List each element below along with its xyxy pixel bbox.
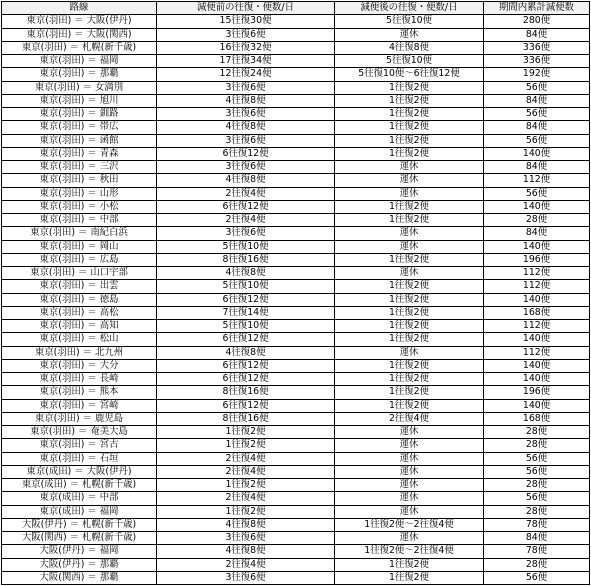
cell-route: 東京(羽田) ＝ 釧路 — [2, 108, 157, 121]
cell-after: 2往復4便 — [335, 412, 484, 425]
cell-route: 東京(羽田) ＝ 秋田 — [2, 174, 157, 187]
cell-after: 運休 — [335, 492, 484, 505]
cell-after: 1往復2便 — [335, 558, 484, 571]
cell-route: 東京(羽田) ＝ 徳島 — [2, 293, 157, 306]
cell-route: 東京(成田) ＝ 大阪(伊丹) — [2, 465, 157, 478]
cell-total: 336便 — [484, 55, 590, 68]
cell-after: 運休 — [335, 426, 484, 439]
cell-before: 3往復6便 — [157, 571, 335, 584]
cell-after: 1往復2便 — [335, 253, 484, 266]
cell-after: 1往復2便 — [335, 214, 484, 227]
table-row — [2, 532, 590, 545]
cell-before: 4往復8便 — [157, 267, 335, 280]
cell-before: 4往復8便 — [157, 545, 335, 558]
cell-before: 6往復12便 — [157, 399, 335, 412]
cell-route: 東京(羽田) ＝ 山形 — [2, 187, 157, 200]
header-route: 路線 — [2, 2, 157, 15]
cell-route: 東京(羽田) ＝ 鹿児島 — [2, 412, 157, 425]
table-row — [2, 214, 590, 227]
cell-route: 東京(成田) ＝ 中部 — [2, 492, 157, 505]
cell-after: 1往復2便～2往復4便 — [335, 518, 484, 531]
table-row — [2, 15, 590, 28]
cell-route: 東京(羽田) ＝ 南紀白浜 — [2, 227, 157, 240]
table-row — [2, 346, 590, 359]
cell-route: 東京(羽田) ＝ 小松 — [2, 200, 157, 213]
table-row — [2, 187, 590, 200]
table-row — [2, 293, 590, 306]
cell-before: 1往復2便 — [157, 479, 335, 492]
cell-route: 東京(羽田) ＝ 宮崎 — [2, 399, 157, 412]
cell-before: 6往復12便 — [157, 200, 335, 213]
cell-before: 3往復6便 — [157, 108, 335, 121]
cell-route: 東京(羽田) ＝ 福岡 — [2, 55, 157, 68]
cell-after: 運休 — [335, 439, 484, 452]
cell-before: 2往復4便 — [157, 558, 335, 571]
cell-after: 運休 — [335, 28, 484, 41]
cell-total: 84便 — [484, 121, 590, 134]
header-total: 期間内累計減便数 — [484, 2, 590, 15]
cell-total: 280便 — [484, 15, 590, 28]
cell-after: 1往復2便 — [335, 320, 484, 333]
cell-after: 5往復10便～6往復12便 — [335, 68, 484, 81]
cell-after: 運休 — [335, 452, 484, 465]
cell-after: 運休 — [335, 465, 484, 478]
cell-route: 東京(羽田) ＝ 大阪(伊丹) — [2, 15, 157, 28]
table-row — [2, 200, 590, 213]
cell-total: 112便 — [484, 280, 590, 293]
cell-total: 112便 — [484, 320, 590, 333]
cell-total: 84便 — [484, 532, 590, 545]
table-row — [2, 452, 590, 465]
cell-after: 1往復2便 — [335, 280, 484, 293]
cell-before: 3往復6便 — [157, 81, 335, 94]
cell-route: 大阪(伊丹) ＝ 福岡 — [2, 545, 157, 558]
table-row — [2, 412, 590, 425]
table-row — [2, 306, 590, 319]
cell-total: 84便 — [484, 94, 590, 107]
cell-before: 16往復32便 — [157, 41, 335, 54]
cell-route: 東京(羽田) ＝ 長崎 — [2, 373, 157, 386]
cell-before: 4往復8便 — [157, 174, 335, 187]
cell-after: 1往復2便 — [335, 373, 484, 386]
cell-before: 6往復12便 — [157, 333, 335, 346]
table-row — [2, 134, 590, 147]
table-row — [2, 386, 590, 399]
cell-before: 17往復34便 — [157, 55, 335, 68]
cell-before: 4往復8便 — [157, 346, 335, 359]
cell-route: 東京(羽田) ＝ 青森 — [2, 147, 157, 160]
cell-before: 2往復4便 — [157, 492, 335, 505]
cell-total: 56便 — [484, 81, 590, 94]
table-row — [2, 333, 590, 346]
cell-route: 東京(羽田) ＝ 旭川 — [2, 94, 157, 107]
cell-after: 運休 — [335, 161, 484, 174]
cell-after: 運休 — [335, 346, 484, 359]
cell-after: 4往復8便 — [335, 41, 484, 54]
cell-before: 5往復10便 — [157, 240, 335, 253]
cell-total: 78便 — [484, 545, 590, 558]
cell-before: 3往復6便 — [157, 161, 335, 174]
cell-before: 2往復4便 — [157, 187, 335, 200]
table-row — [2, 147, 590, 160]
table-row — [2, 280, 590, 293]
cell-after: 1往復2便 — [335, 200, 484, 213]
cell-after: 1往復2便 — [335, 81, 484, 94]
cell-route: 東京(羽田) ＝ 出雲 — [2, 280, 157, 293]
table-row — [2, 240, 590, 253]
table-row — [2, 68, 590, 81]
cell-route: 東京(羽田) ＝ 函館 — [2, 134, 157, 147]
cell-after: 運休 — [335, 240, 484, 253]
cell-after: 1往復2便 — [335, 306, 484, 319]
cell-total: 56便 — [484, 134, 590, 147]
cell-after: 1往復2便 — [335, 293, 484, 306]
cell-total: 56便 — [484, 492, 590, 505]
table-row — [2, 492, 590, 505]
cell-before: 1往復2便 — [157, 505, 335, 518]
cell-after: 運休 — [335, 187, 484, 200]
cell-total: 56便 — [484, 465, 590, 478]
table-row — [2, 518, 590, 531]
cell-after: 1往復2便 — [335, 571, 484, 584]
cell-route: 大阪(伊丹) ＝ 那覇 — [2, 558, 157, 571]
cell-route: 大阪(伊丹) ＝ 札幌(新千歳) — [2, 518, 157, 531]
cell-total: 168便 — [484, 306, 590, 319]
cell-after: 運休 — [335, 227, 484, 240]
cell-after: 運休 — [335, 532, 484, 545]
cell-total: 140便 — [484, 293, 590, 306]
cell-route: 東京(羽田) ＝ 中部 — [2, 214, 157, 227]
cell-route: 東京(羽田) ＝ 広島 — [2, 253, 157, 266]
cell-total: 192便 — [484, 68, 590, 81]
cell-after: 1往復2便 — [335, 108, 484, 121]
cell-route: 東京(羽田) ＝ 奄美大島 — [2, 426, 157, 439]
cell-route: 東京(成田) ＝ 札幌(新千歳) — [2, 479, 157, 492]
table-row — [2, 121, 590, 134]
cell-route: 東京(羽田) ＝ 宮古 — [2, 439, 157, 452]
cell-after: 1往復2便 — [335, 147, 484, 160]
table-row — [2, 399, 590, 412]
table-row — [2, 28, 590, 41]
cell-route: 東京(羽田) ＝ 大分 — [2, 359, 157, 372]
cell-total: 140便 — [484, 240, 590, 253]
cell-total: 56便 — [484, 452, 590, 465]
cell-total: 28便 — [484, 439, 590, 452]
flight-reduction-table-container — [1, 1, 590, 585]
cell-after: 1往復2便～2往復4便 — [335, 545, 484, 558]
cell-total: 56便 — [484, 571, 590, 584]
cell-total: 168便 — [484, 412, 590, 425]
cell-before: 7往復14便 — [157, 306, 335, 319]
cell-after: 1往復2便 — [335, 399, 484, 412]
cell-route: 東京(羽田) ＝ 女満別 — [2, 81, 157, 94]
cell-total: 196便 — [484, 253, 590, 266]
table-row — [2, 253, 590, 266]
table-row — [2, 359, 590, 372]
cell-total: 78便 — [484, 518, 590, 531]
cell-before: 2往復4便 — [157, 452, 335, 465]
table-row — [2, 426, 590, 439]
cell-total: 84便 — [484, 161, 590, 174]
cell-after: 運休 — [335, 505, 484, 518]
header-after: 減便後の往復・便数/日 — [335, 2, 484, 15]
cell-before: 8往復16便 — [157, 386, 335, 399]
cell-before: 4往復8便 — [157, 94, 335, 107]
cell-total: 140便 — [484, 333, 590, 346]
cell-after: 5往復10便 — [335, 15, 484, 28]
cell-before: 2往復4便 — [157, 465, 335, 478]
cell-total: 112便 — [484, 174, 590, 187]
cell-route: 東京(羽田) ＝ 帯広 — [2, 121, 157, 134]
cell-before: 1往復2便 — [157, 426, 335, 439]
table-row — [2, 55, 590, 68]
cell-total: 84便 — [484, 227, 590, 240]
cell-before: 6往復12便 — [157, 147, 335, 160]
cell-total: 196便 — [484, 386, 590, 399]
cell-before: 4往復8便 — [157, 518, 335, 531]
cell-total: 84便 — [484, 28, 590, 41]
table-row — [2, 81, 590, 94]
cell-before: 3往復6便 — [157, 134, 335, 147]
table-row — [2, 108, 590, 121]
cell-total: 28便 — [484, 558, 590, 571]
cell-total: 140便 — [484, 359, 590, 372]
cell-before: 3往復6便 — [157, 227, 335, 240]
cell-before: 6往復12便 — [157, 373, 335, 386]
cell-route: 大阪(関西) ＝ 那覇 — [2, 571, 157, 584]
cell-route: 東京(羽田) ＝ 北九州 — [2, 346, 157, 359]
cell-total: 112便 — [484, 346, 590, 359]
cell-before: 5往復10便 — [157, 280, 335, 293]
cell-total: 112便 — [484, 267, 590, 280]
cell-before: 4往復8便 — [157, 121, 335, 134]
cell-before: 8往復16便 — [157, 253, 335, 266]
cell-route: 東京(羽田) ＝ 石垣 — [2, 452, 157, 465]
cell-total: 28便 — [484, 505, 590, 518]
cell-route: 東京(羽田) ＝ 高松 — [2, 306, 157, 319]
cell-route: 東京(羽田) ＝ 松山 — [2, 333, 157, 346]
cell-total: 140便 — [484, 399, 590, 412]
table-row — [2, 94, 590, 107]
cell-route: 東京(羽田) ＝ 熊本 — [2, 386, 157, 399]
cell-after: 運休 — [335, 267, 484, 280]
cell-total: 336便 — [484, 41, 590, 54]
cell-route: 東京(羽田) ＝ 山口宇部 — [2, 267, 157, 280]
cell-route: 東京(羽田) ＝ 大阪(関西) — [2, 28, 157, 41]
cell-route: 東京(成田) ＝ 福岡 — [2, 505, 157, 518]
table-row — [2, 558, 590, 571]
cell-after: 5往復10便 — [335, 55, 484, 68]
cell-total: 56便 — [484, 187, 590, 200]
cell-route: 東京(羽田) ＝ 高知 — [2, 320, 157, 333]
cell-before: 5往復10便 — [157, 320, 335, 333]
table-row — [2, 161, 590, 174]
table-row — [2, 41, 590, 54]
cell-before: 3往復6便 — [157, 28, 335, 41]
cell-route: 東京(羽田) ＝ 岡山 — [2, 240, 157, 253]
cell-before: 3往復6便 — [157, 532, 335, 545]
cell-total: 140便 — [484, 373, 590, 386]
table-body — [2, 15, 590, 585]
cell-route: 東京(羽田) ＝ 三沢 — [2, 161, 157, 174]
table-row — [2, 227, 590, 240]
table-row — [2, 439, 590, 452]
cell-before: 8往復16便 — [157, 412, 335, 425]
table-header-row — [2, 2, 590, 15]
cell-total: 140便 — [484, 147, 590, 160]
cell-before: 2往復4便 — [157, 214, 335, 227]
cell-after: 1往復2便 — [335, 134, 484, 147]
cell-after: 1往復2便 — [335, 94, 484, 107]
table-row — [2, 174, 590, 187]
cell-after: 運休 — [335, 174, 484, 187]
header-before: 減便前の往復・便数/日 — [157, 2, 335, 15]
cell-total: 140便 — [484, 200, 590, 213]
cell-total: 56便 — [484, 108, 590, 121]
cell-total: 28便 — [484, 426, 590, 439]
table-row — [2, 545, 590, 558]
table-row — [2, 465, 590, 478]
cell-after: 1往復2便 — [335, 359, 484, 372]
table-row — [2, 479, 590, 492]
cell-after: 1往復2便 — [335, 121, 484, 134]
cell-after: 1往復2便 — [335, 386, 484, 399]
table-row — [2, 505, 590, 518]
table-row — [2, 320, 590, 333]
cell-before: 1往復2便 — [157, 439, 335, 452]
cell-after: 1往復2便 — [335, 333, 484, 346]
table-row — [2, 267, 590, 280]
cell-before: 6往復12便 — [157, 359, 335, 372]
cell-before: 6往復12便 — [157, 293, 335, 306]
flight-reduction-table — [1, 1, 590, 585]
cell-route: 大阪(関西) ＝ 札幌(新千歳) — [2, 532, 157, 545]
cell-route: 東京(羽田) ＝ 那覇 — [2, 68, 157, 81]
table-row — [2, 373, 590, 386]
cell-total: 28便 — [484, 214, 590, 227]
cell-after: 運休 — [335, 479, 484, 492]
table-row — [2, 571, 590, 584]
cell-total: 28便 — [484, 479, 590, 492]
cell-before: 12往復24便 — [157, 68, 335, 81]
cell-route: 東京(羽田) ＝ 札幌(新千歳) — [2, 41, 157, 54]
cell-before: 15往復30便 — [157, 15, 335, 28]
